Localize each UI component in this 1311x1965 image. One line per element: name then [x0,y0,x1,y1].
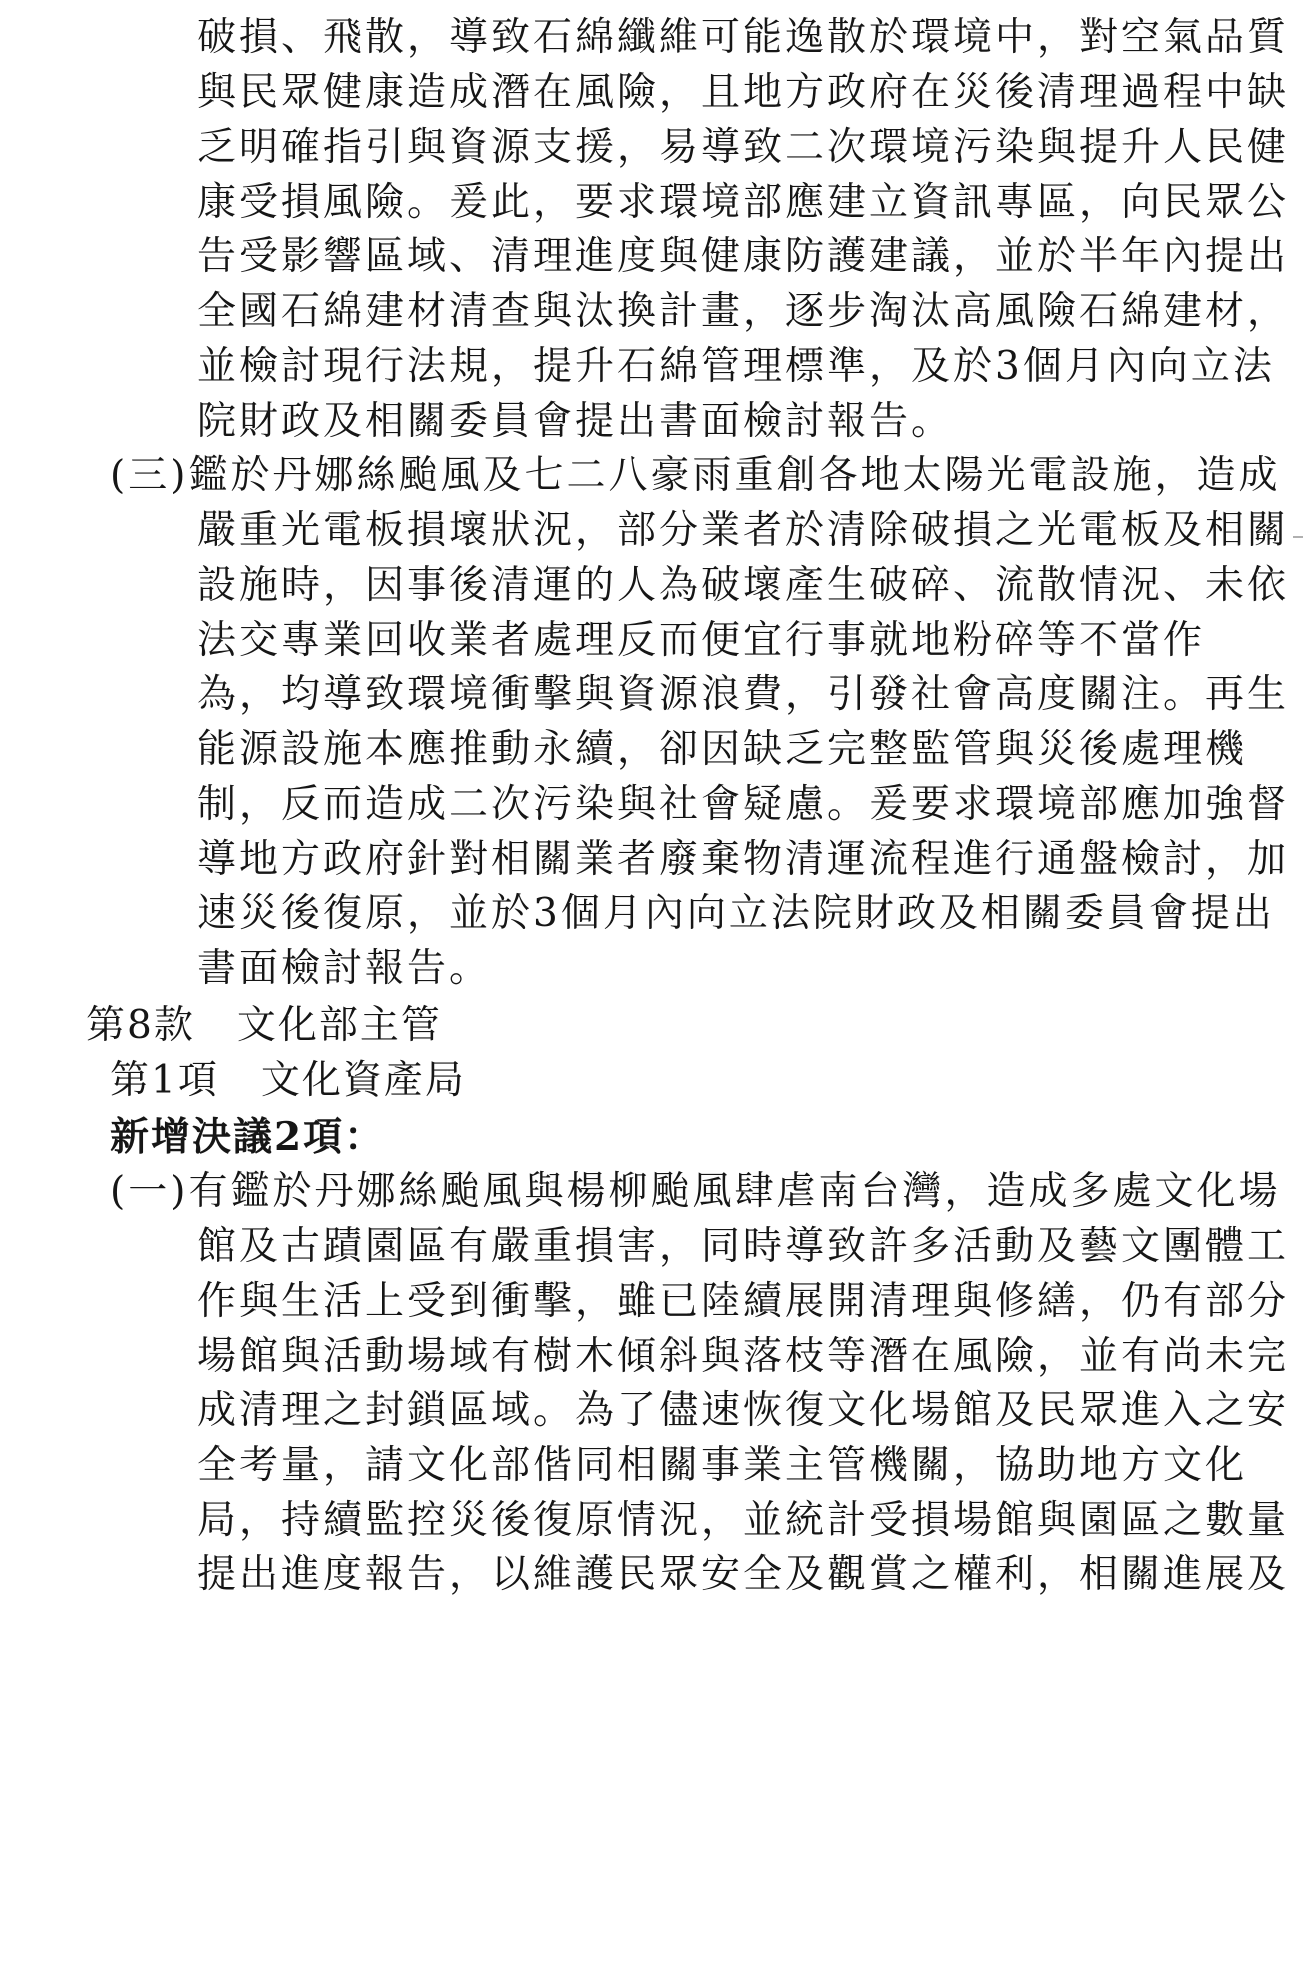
paragraph-line: 全國石綿建材清查與汰換計畫，逐步淘汰高風險石綿建材， [197,289,1290,334]
item-1-marker: (一) [110,1169,189,1214]
item-3-marker: (三) [110,453,189,498]
kuan-title: 文化部主管 [236,1003,442,1048]
item-1-line: 局，持續監控災後復原情況，並統計受損場館與園區之數量 [197,1498,1290,1543]
item-3-line: 導地方政府針對相關業者廢棄物清運流程進行通盤檢討，加 [197,837,1290,882]
paragraph-line: 並檢討現行法規，提升石綿管理標準，及於3個月內向立法 [197,344,1275,389]
item-1-line: 場館與活動場域有樹木傾斜與落枝等潛在風險，並有尚未完 [197,1334,1290,1379]
paragraph-line: 康受損風險。爰此，要求環境部應建立資訊專區，向民眾公 [197,180,1290,225]
kuan-heading [86,1000,442,1052]
xiang-number: 第1項 [110,1058,219,1103]
item-3-line: 設施時，因事後清運的人為破壞產生破碎、流散情況、未依 [197,563,1290,608]
xiang-heading [110,1055,466,1107]
item-1-line: 成清理之封鎖區域。為了儘速恢復文化場館及民眾進入之安 [197,1388,1290,1433]
item-3-line: 嚴重光電板損壞狀況，部分業者於清除破損之光電板及相關 [197,508,1290,553]
item-3-line: 速災後復原，並於3個月內向立法院財政及相關委員會提出 [197,891,1275,936]
item-1-line: 提出進度報告，以維護民眾安全及觀賞之權利，相關進展及 [197,1552,1290,1597]
item-3-line: 能源設施本應推動永續，卻因缺乏完整監管與災後處理機 [197,727,1248,772]
xiang-title: 文化資產局 [260,1058,466,1103]
item-1-line: 館及古蹟園區有嚴重損害，同時導致許多活動及藝文團體工 [197,1224,1290,1269]
paragraph-line: 告受影響區域、清理進度與健康防護建議，並於半年內提出 [197,234,1290,279]
item-3-line: 制，反而造成二次污染與社會疑慮。爰要求環境部應加強督 [197,782,1290,827]
paragraph-line: 與民眾健康造成潛在風險，且地方政府在災後清理過程中缺 [197,70,1290,115]
kuan-number: 第8款 [86,1003,195,1048]
item-1-line: 全考量，請文化部偕同相關事業主管機關，協助地方文化 [197,1443,1248,1488]
scan-mark [1293,536,1303,538]
paragraph-line: 乏明確指引與資源支援，易導致二次環境污染與提升人民健 [197,125,1290,170]
item-3-line: 為，均導致環境衝擊與資源浪費，引發社會高度關注。再生 [197,672,1290,717]
item-1-line: 作與生活上受到衝擊，雖已陸續展開清理與修繕，仍有部分 [197,1279,1290,1324]
item-3-first-text: 鑑於丹娜絲颱風及七二八豪雨重創各地太陽光電設施，造成 [188,453,1281,498]
item-1-first-text: 有鑑於丹娜絲颱風與楊柳颱風肆虐南台灣，造成多處文化場 [188,1169,1281,1214]
item-3-line: 書面檢討報告。 [197,946,492,991]
item-3-first-line [110,450,1280,502]
item-1-first-line [110,1166,1280,1218]
item-3-line: 法交專業回收業者處理反而便宜行事就地粉碎等不當作 [197,618,1206,663]
paragraph-line: 院財政及相關委員會提出書面檢討報告。 [197,399,954,444]
paragraph-line: 破損、飛散，導致石綿纖維可能逸散於環境中，對空氣品質 [197,15,1290,60]
resolution-heading: 新增決議2項： [110,1114,386,1160]
